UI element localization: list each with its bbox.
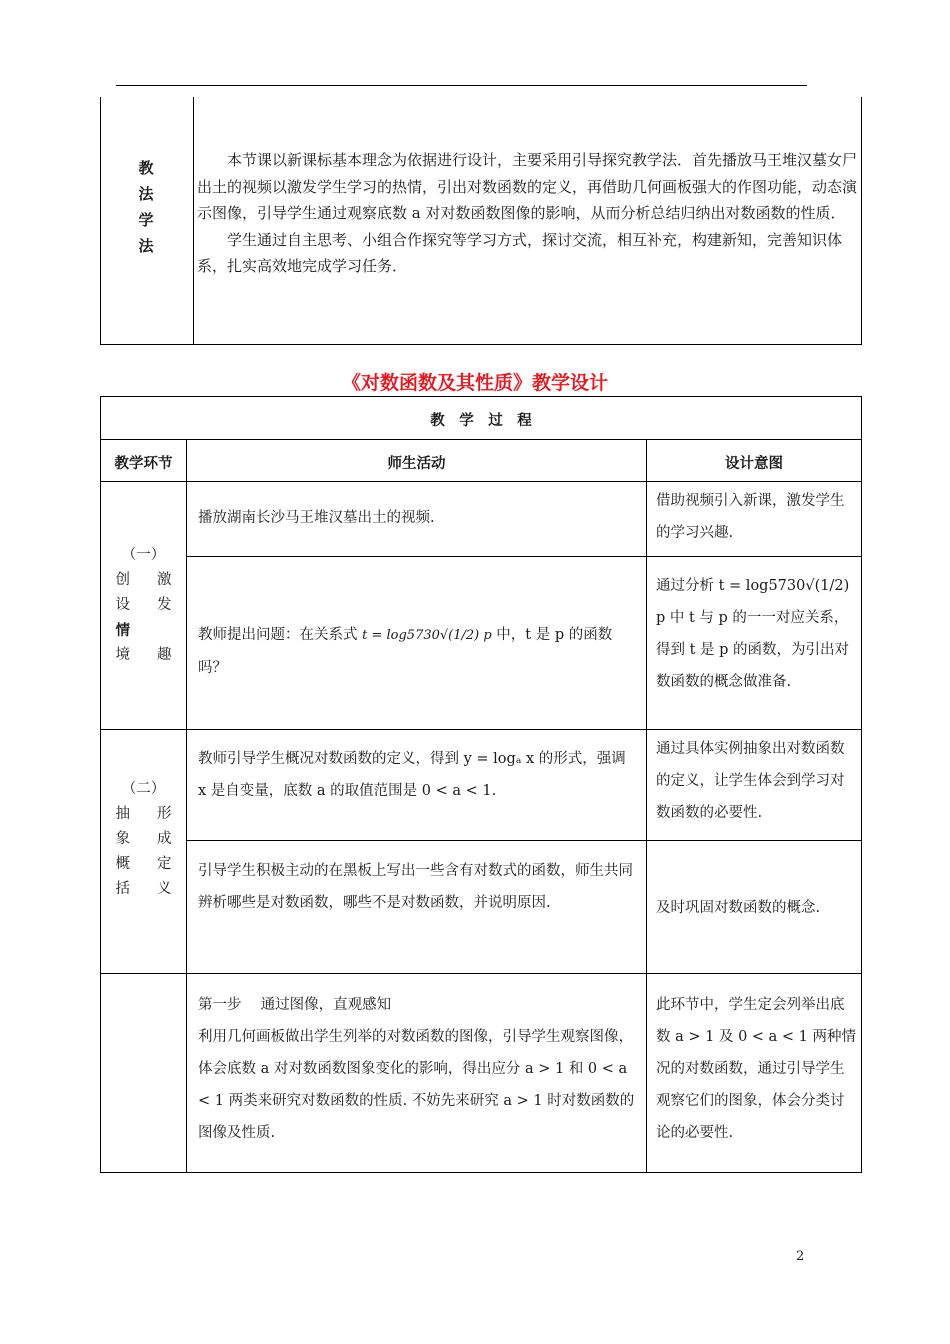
column-divider [186, 439, 187, 1172]
intent-row3: 通过具体实例抽象出对数函数的定义，让学生体会到学习对数函数的必要性. [656, 741, 845, 821]
method-paragraph: 本节课以新课标基本理念为依据进行设计，主要采用引导探究教学法．首先播放马王堆汉墓女尸出土的视频以激发学生学习的热情，引出对数函数的定义，再借助几何画板强大的作图功能，动态演示图像，引导学生通过观察底数 a 对对数函数图像的影响，从而分析总结归纳出对数函数的性质． [197, 151, 858, 222]
row-divider [186, 556, 861, 557]
stage-char: 概 [115, 856, 130, 872]
row-divider [101, 973, 861, 974]
header-rule [116, 85, 807, 86]
column-header-activity: 师生活动 [387, 456, 446, 472]
column-header-intent: 设计意图 [725, 456, 783, 472]
stage-char: 定 [157, 856, 172, 872]
stage-char: 情 [115, 622, 130, 639]
stage-number: （二） [121, 781, 166, 797]
column-divider [193, 97, 194, 344]
step-title: 第一步 通过图像，直观感知 [198, 997, 392, 1013]
document-title: 《对数函数及其性质》教学设计 [341, 372, 608, 394]
page-number: 2 [796, 1249, 805, 1264]
intent-row4: 及时巩固对数函数的概念. [656, 900, 821, 916]
label-char: 法 [138, 185, 154, 203]
label-char: 法 [138, 237, 154, 255]
activity-row4: 引导学生积极主动的在黑板上写出一些含有对数式的函数，师生共同辨析哪些是对数函数，哪些不是对数函数，并说明原因. [198, 863, 633, 911]
column-divider [646, 439, 647, 1172]
step-body: 利用几何画板做出学生列举的对数函数的图像，引导学生观察图像，体会底数 a 对对数函数图象变化的影响，得出应分 a > 1 和 0 < a < 1 两类来研究对数函数的性质. 不妨先来研究 a > 1 时对数函数的图像及性质. [198, 1029, 635, 1141]
stage-char: 激 [157, 572, 172, 588]
stage-char: 抽 [115, 806, 130, 822]
stage-char: 创 [115, 572, 130, 588]
activity-row1: 播放湖南长沙马王堆汉墓出土的视频. [198, 510, 435, 526]
row-divider [101, 439, 861, 440]
formula-log: t = log5730√(1/2) p [362, 628, 492, 643]
stage-char: 发 [157, 597, 172, 613]
stage-char: 义 [157, 881, 172, 897]
teaching-process-table [100, 396, 862, 1173]
label-char: 教 [138, 159, 154, 177]
stage-char: 境 [115, 647, 130, 663]
stage-char: 括 [115, 881, 130, 897]
stage-char: 趣 [157, 647, 172, 663]
stage-1-label [101, 543, 186, 668]
method-paragraph: 学生通过自主思考、小组合作探究等学习方式，探讨交流，相互补充，构建新知，完善知识体系，扎实高效地完成学习任务． [197, 230, 843, 275]
teaching-method-text [197, 147, 863, 280]
activity-row3: 教师引导学生概况对数函数的定义，得到 y = logₐ x 的形式，强调 x 是自变量，底数 a 的取值范围是 0 < a < 1. [198, 751, 626, 799]
activity-row2-suffix: 中，t 是 p 的函数吗？ [198, 627, 613, 676]
teaching-method-label [131, 155, 161, 259]
stage-char: 象 [115, 831, 130, 847]
activity-row2-prefix: 教师提出问题：在关系式 [198, 627, 358, 643]
stage-char: 成 [157, 831, 172, 847]
row-divider [101, 729, 861, 730]
activity-row5 [198, 989, 638, 1149]
stage-2-label [101, 777, 186, 902]
process-header: 教 学 过 程 [430, 413, 532, 429]
row-divider [186, 840, 861, 841]
intent-row1: 借助视频引入新课，激发学生的学习兴趣. [656, 493, 845, 541]
column-header-stage: 教学环节 [114, 456, 173, 472]
intent-row2: 通过分析 t = log5730√(1/2) p 中 t 与 p 的一一对应关系，得到 t 是 p 的函数，为引出对数函数的概念做准备. [656, 578, 850, 690]
stage-char: 设 [115, 597, 130, 613]
row-divider [101, 481, 861, 482]
activity-row2 [198, 619, 638, 684]
label-char: 学 [138, 211, 154, 229]
stage-number: （一） [121, 547, 166, 563]
stage-char: 形 [157, 806, 172, 822]
teaching-method-table [100, 97, 862, 345]
intent-row5: 此环节中，学生定会列举出底数 a > 1 及 0 < a < 1 两种情况的对数函数，通过引导学生观察它们的图象，体会分类讨论的必要性. [656, 997, 857, 1141]
